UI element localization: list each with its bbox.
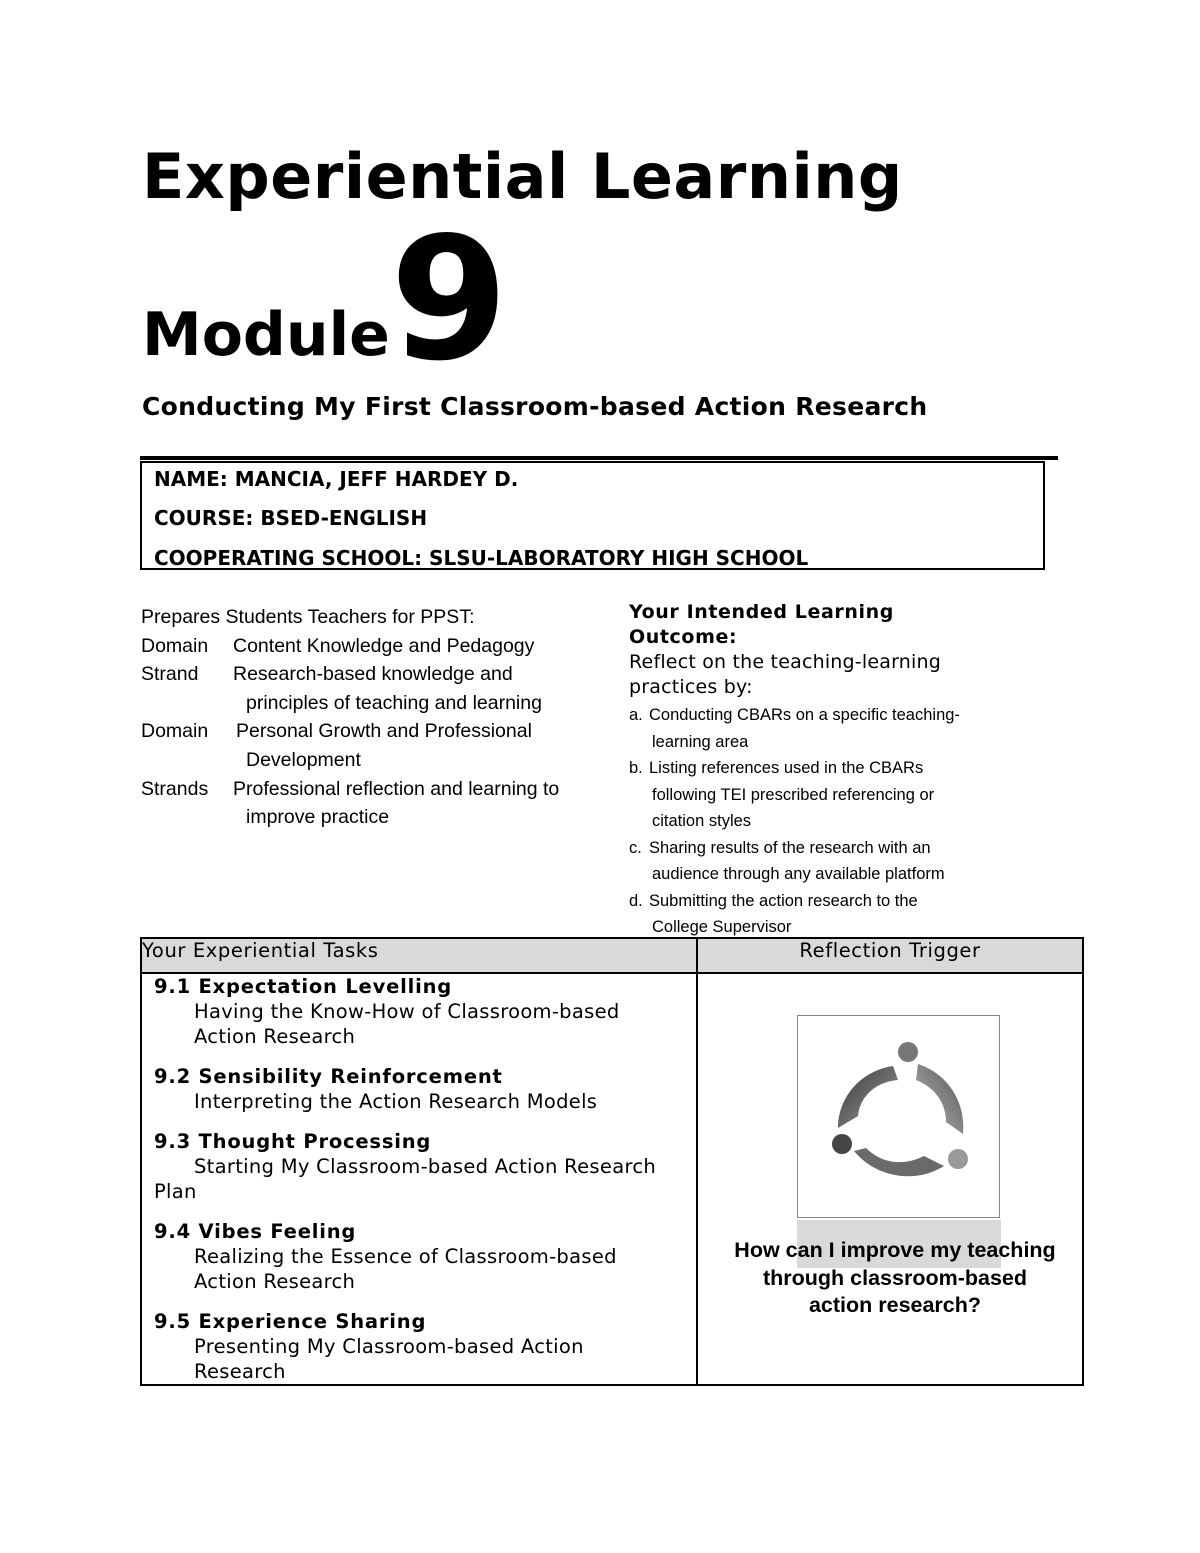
tasks-column-header: Your Experiential Tasks	[141, 938, 697, 973]
task-description: Realizing the Essence of Classroom-based	[194, 1245, 617, 1268]
ilo-text: Conducting CBARs on a specific teaching-	[649, 706, 960, 724]
task-description: Action Research	[194, 1025, 356, 1048]
task-title: 9.5 Experience Sharing	[154, 1310, 427, 1333]
ppst-label: Strand	[141, 663, 199, 686]
task-item	[142, 1219, 696, 1294]
reflection-column-header: Reflection Trigger	[697, 938, 1083, 973]
ilo-text: College Supervisor	[652, 918, 792, 936]
task-title: 9.4 Vibes Feeling	[154, 1220, 357, 1243]
module-number: 9	[390, 201, 509, 399]
ppst-row	[141, 775, 611, 804]
ilo-text: audience through any available platform	[652, 865, 945, 883]
ilo-text: Sharing results of the research with an	[649, 838, 931, 857]
ppst-row	[141, 717, 611, 746]
task-description: Research	[194, 1360, 286, 1383]
cooperating-school: COOPERATING SCHOOL: SLSU-LABORATORY HIGH SCHOOL	[154, 546, 809, 570]
task-item	[142, 974, 696, 1049]
header-divider	[140, 456, 1058, 460]
ppst-value-cont: principles of teaching and learning	[246, 691, 542, 714]
ilo-heading: Outcome:	[629, 626, 738, 648]
ppst-label: Domain	[141, 634, 209, 657]
ppst-value: Personal Growth and Professional	[236, 720, 532, 743]
list-item	[629, 755, 1049, 835]
task-item	[142, 1129, 696, 1204]
task-title: 9.3 Thought Processing	[154, 1130, 432, 1153]
ilo-text: learning area	[652, 732, 749, 751]
task-description: Interpreting the Action Research Models	[194, 1090, 598, 1113]
reflection-image	[797, 1015, 1000, 1218]
task-description: Presenting My Classroom-based Action	[194, 1335, 584, 1358]
trigger-line: How can I improve my teaching	[734, 1238, 1056, 1262]
list-marker: c.	[629, 838, 642, 857]
task-title: 9.1 Expectation Levelling	[154, 975, 453, 998]
page-title: Experiential Learning	[142, 140, 903, 213]
ilo-text: following TEI prescribed referencing or	[652, 785, 935, 804]
ppst-value: Content Knowledge and Pedagogy	[233, 634, 535, 657]
ppst-value-cont: improve practice	[246, 806, 390, 829]
ppst-label: Domain	[141, 720, 209, 743]
ppst-value: Professional reflection and learning to	[233, 777, 560, 800]
ppst-label: Strands	[141, 777, 209, 800]
task-description: Having the Know-How of Classroom-based	[194, 1000, 620, 1023]
student-info-box	[140, 461, 1045, 570]
list-item	[629, 835, 1049, 888]
student-course: COURSE: BSED-ENGLISH	[154, 506, 428, 530]
task-title: 9.2 Sensibility Reinforcement	[154, 1065, 503, 1088]
task-description: Starting My Classroom-based Action Research	[194, 1155, 657, 1178]
trigger-line: through classroom-based	[762, 1265, 1027, 1290]
list-item	[629, 888, 1049, 941]
ilo-heading: Your Intended Learning	[629, 601, 894, 623]
ppst-value-cont: Development	[246, 748, 361, 771]
trigger-line: action research?	[808, 1293, 982, 1317]
task-description: Plan	[154, 1180, 197, 1203]
ilo-list	[629, 702, 1049, 941]
ppst-row	[141, 632, 611, 661]
list-marker: b.	[629, 759, 643, 777]
tasks-cell	[141, 973, 697, 1385]
ilo-text: Listing references used in the CBARs	[649, 759, 924, 777]
task-description: Action Research	[194, 1270, 356, 1293]
ilo-text: Submitting the action research to the	[649, 891, 918, 910]
ilo-text: citation styles	[652, 812, 752, 830]
intended-learning-outcome	[629, 600, 1049, 941]
collaboration-logo-icon	[798, 1016, 999, 1217]
ppst-value: Research-based knowledge and	[233, 663, 513, 686]
task-item	[142, 1309, 696, 1384]
ppst-row	[141, 660, 611, 689]
task-item	[142, 1064, 696, 1114]
list-marker: d.	[629, 891, 643, 910]
ilo-intro: Reflect on the teaching-learning	[629, 651, 941, 673]
list-item	[629, 702, 1049, 755]
ilo-intro: practices by:	[629, 676, 753, 698]
ppst-heading: Prepares Students Teachers for PPST:	[141, 606, 475, 628]
module-subtitle: Conducting My First Classroom-based Action Research	[142, 392, 928, 421]
module-label: Module	[142, 300, 390, 370]
ppst-section	[141, 603, 611, 832]
student-name: NAME: MANCIA, JEFF HARDEY D.	[154, 467, 519, 491]
reflection-trigger-question	[708, 1237, 1082, 1320]
list-marker: a.	[629, 706, 643, 724]
